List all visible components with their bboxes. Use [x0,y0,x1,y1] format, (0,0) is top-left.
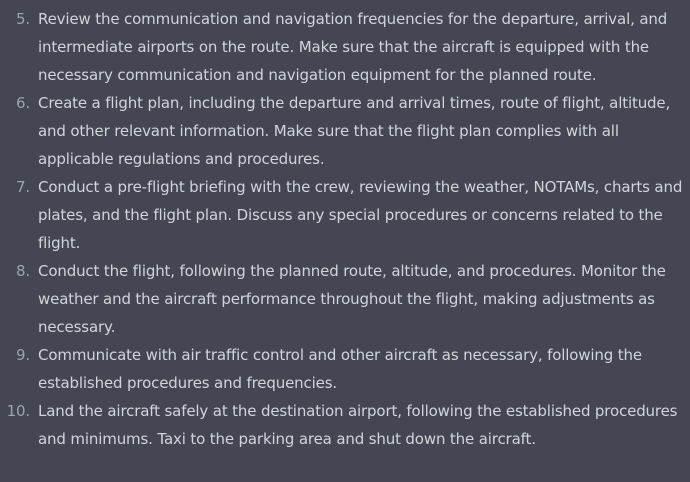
list-item-text: Communicate with air traffic control and other aircraft as necessary, following the established procedures and frequencies. [38,346,642,392]
list-item-number: 6. [15,94,30,112]
list-item-text: Review the communication and navigation frequencies for the departure, arrival, and intermediate airports on the route. Make sure that the aircraft is equipped with the necessary communication and navigation equipment for the planned route. [38,10,668,84]
list-item [0,173,690,257]
list-item-number: 8. [15,262,30,280]
list-item-text: Create a flight plan, including the departure and arrival times, route of flight, altitude, and other relevant information. Make sure that the flight plan complies with all applicable regulations and procedures. [38,94,671,168]
list-item [0,5,690,89]
list-item-number: 5. [15,10,30,28]
list-item [0,341,690,397]
list-item-number: 9. [15,346,30,364]
list-item [0,397,690,453]
list-item-text: Conduct the flight, following the planned route, altitude, and procedures. Monitor the weather and the aircraft performance throughout the flight, making adjustments as necessary. [38,262,666,336]
list-item-text: Conduct a pre-flight briefing with the crew, reviewing the weather, NOTAMs, charts and plates, and the flight plan. Discuss any special procedures or concerns related to the flight. [38,178,683,252]
list-item-number: 7. [15,178,30,196]
numbered-list [0,5,690,453]
list-item-number: 10. [6,402,30,420]
list-item [0,89,690,173]
list-item-text: Land the aircraft safely at the destination airport, following the established procedures and minimums. Taxi to the parking area and shut down the aircraft. [38,402,678,448]
list-item [0,257,690,341]
